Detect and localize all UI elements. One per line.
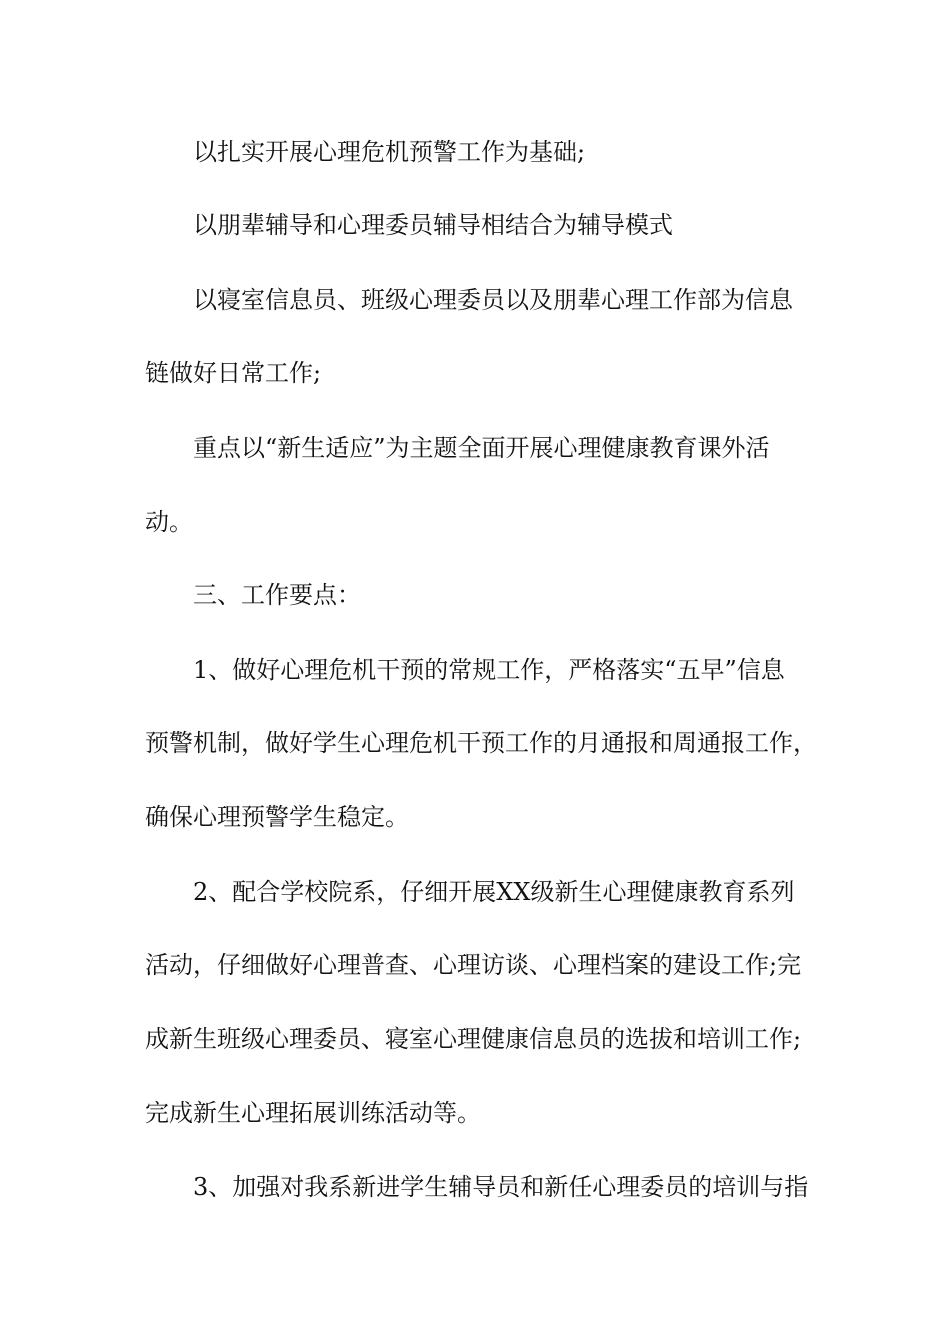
paragraph-line: 预警机制，做好学生心理危机干预工作的月通报和周通报工作， xyxy=(145,729,817,757)
paragraph-line: 确保心理预警学生稳定。 xyxy=(145,803,409,831)
paragraph-line: 动。 xyxy=(145,508,193,536)
paragraph-line: 1、做好心理危机干预的常规工作，严格落实“五早”信息 xyxy=(193,656,785,684)
paragraph-line: 活动，仔细做好心理普查、心理访谈、心理档案的建设工作;完 xyxy=(145,951,802,979)
paragraph-line: 3、加强对我系新进学生辅导员和新任心理委员的培训与指 xyxy=(193,1173,809,1201)
paragraph-line: 链做好日常工作; xyxy=(145,359,322,387)
paragraph-line: 以寝室信息员、班级心理委员以及朋辈心理工作部为信息 xyxy=(193,286,793,314)
paragraph-line: 重点以“新生适应”为主题全面开展心理健康教育课外活 xyxy=(193,434,770,462)
paragraph-line: 完成新生心理拓展训练活动等。 xyxy=(145,1099,481,1127)
paragraph-line: 以朋辈辅导和心理委员辅导相结合为辅导模式 xyxy=(193,211,673,239)
paragraph-line: 2、配合学校院系，仔细开展XX级新生心理健康教育系列 xyxy=(193,878,795,906)
paragraph-line: 以扎实开展心理危机预警工作为基础; xyxy=(193,138,586,166)
section-heading: 三、工作要点： xyxy=(193,581,361,609)
paragraph-line: 成新生班级心理委员、寝室心理健康信息员的选拔和培训工作; xyxy=(145,1025,802,1053)
